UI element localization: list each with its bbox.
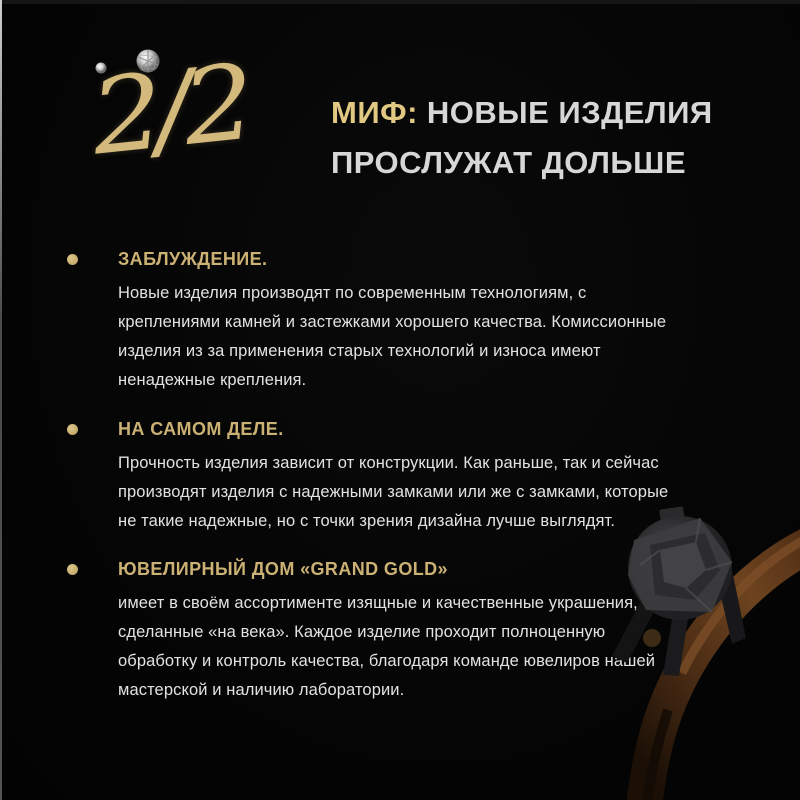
section-misconception [0, 249, 760, 395]
body-line: Прочность изделия зависит от конструкции. Как раньше, так и сейчас [118, 454, 659, 472]
bullet-icon [67, 254, 78, 265]
title-line-1 [331, 88, 761, 138]
bullet-icon [67, 564, 78, 575]
body-line: не такие надежные, но с точки зрения дизайна лучше выглядят. [118, 512, 616, 530]
body-line: изделия из за применения старых технологий и износа имеют [118, 342, 601, 360]
section-body [118, 279, 760, 395]
body-line: имеет в своём ассортименте изящные и качественные украшения, [118, 594, 638, 612]
page-indicator: 2/2 [85, 41, 253, 179]
section-header: ЗАБЛУЖДЕНИЕ. [118, 249, 268, 269]
title-myth-label: МИФ: [331, 95, 418, 130]
body-line: сделанные «на века». Каждое изделие проходит полноценную [118, 623, 606, 641]
body-line: обработку и контроль качества, благодаря команде ювелиров нашей [118, 652, 656, 670]
body-line: ненадежные крепления. [118, 371, 307, 389]
title-line-1-text: НОВЫЕ ИЗДЕЛИЯ [426, 95, 713, 130]
page-title [331, 88, 761, 188]
title-line-2: ПРОСЛУЖАТ ДОЛЬШЕ [331, 145, 687, 180]
diamond-stone [628, 516, 732, 620]
section-header: НА САМОМ ДЕЛЕ. [118, 419, 284, 439]
section-header: ЮВЕЛИРНЫЙ ДОМ «GRAND GOLD» [118, 559, 448, 579]
body-line: креплениями камней и застежками хорошего качества. Комиссионные [118, 313, 667, 331]
top-edge-strip [0, 0, 800, 4]
body-line: производят изделия с надежными замками или же с замками, которые [118, 483, 669, 501]
body-line: мастерской и наличию лаборатории. [118, 681, 405, 699]
gold-glint [643, 629, 661, 647]
ring-image [500, 470, 800, 800]
bullet-icon [67, 424, 78, 435]
body-line: Новые изделия производят по современным технологиям, с [118, 284, 587, 302]
